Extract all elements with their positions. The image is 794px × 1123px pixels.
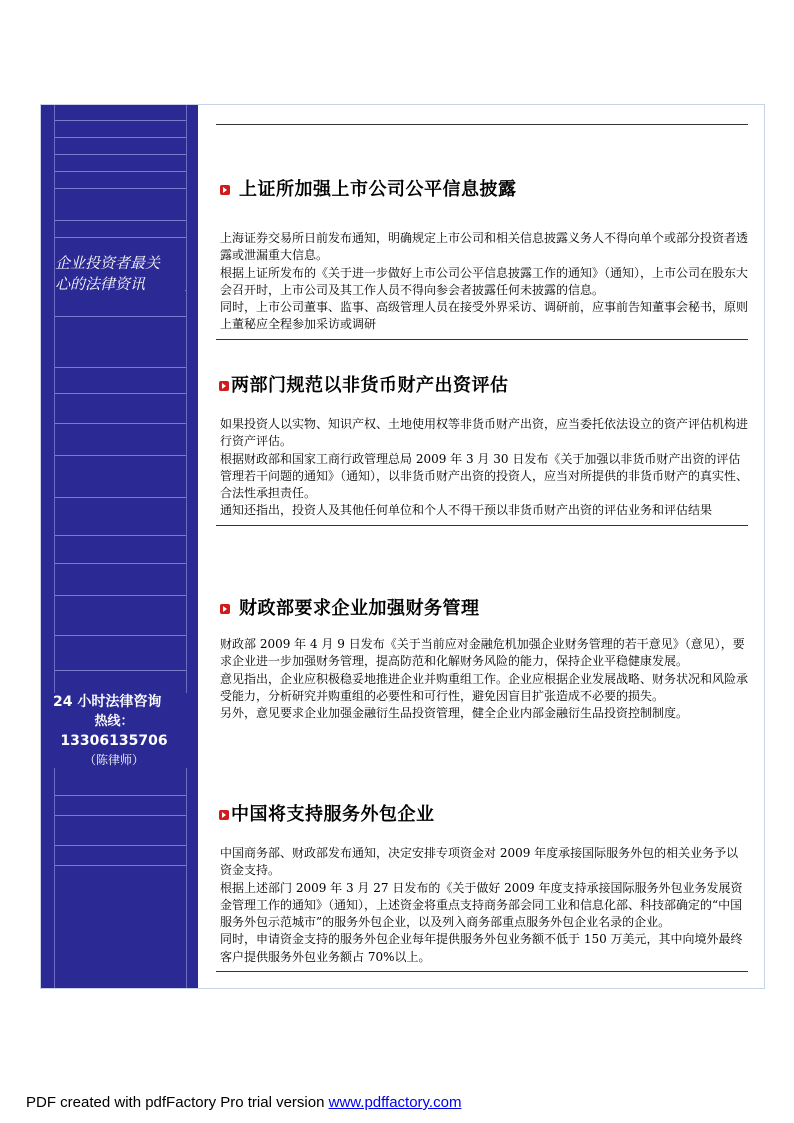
article-title: 上证所加强上市公司公平信息披露: [239, 179, 517, 200]
sidebar-title-line2: 心的法律资讯: [55, 275, 146, 293]
sidebar-title: [55, 253, 185, 295]
article-paragraph: 如果投资人以实物、知识产权、土地使用权等非货币财产出资，应当委托依法设立的资产评估机构进行资产评估。: [220, 417, 749, 449]
sidebar-grid-line: [55, 237, 186, 238]
article-heading: [216, 597, 748, 621]
article-2: [216, 374, 748, 526]
sidebar-grid-line: [55, 815, 186, 816]
red-bullet-icon: [220, 185, 230, 195]
sidebar-grid-line: [55, 393, 186, 394]
article-body: [216, 636, 748, 726]
article-4: [216, 803, 748, 972]
sidebar-grid-line: [55, 316, 186, 317]
article-paragraph: 中国商务部、财政部发布通知，决定安排专项资金对 2009 年度承接国际服务外包的相关业务予以资金支持。: [220, 846, 739, 878]
sidebar-grid-line: [55, 137, 186, 138]
article-body: [216, 416, 748, 524]
sidebar-grid-line: [55, 120, 186, 121]
sidebar-grid-line: [55, 635, 186, 636]
article-title: 两部门规范以非货币财产出资评估: [231, 375, 509, 396]
sidebar-grid-line: [55, 795, 186, 796]
sidebar: [41, 105, 198, 988]
sidebar-title-line1: 企业投资者最关: [55, 254, 161, 272]
red-bullet-icon: [219, 810, 229, 820]
article-3: [216, 597, 748, 726]
article-paragraph: 另外，意见要求企业加强金融衍生品投资管理，健全企业内部金融衍生品投资控制制度。: [220, 706, 689, 721]
hotline-contact-name: （陈律师）: [83, 753, 144, 767]
article-divider: [216, 525, 748, 526]
red-bullet-icon: [220, 604, 230, 614]
sidebar-grid-line: [55, 497, 186, 498]
sidebar-grid-line: [55, 188, 186, 189]
article-paragraph: 根据上证所发布的《关于进一步做好上市公司公平信息披露工作的通知》（通知），上市公司在股东大会召开时，上市公司及其工作人员不得向参会者披露任何未披露的信息。: [220, 265, 749, 297]
pdf-footer: [26, 1094, 461, 1111]
sidebar-grid-line: [55, 220, 186, 221]
hotline-sub-label: 热线：: [94, 714, 134, 729]
article-title: 财政部要求企业加强财务管理: [239, 598, 480, 619]
footer-link[interactable]: www.pdffactory.com: [328, 1094, 462, 1111]
footer-text: PDF created with pdfFactory Pro trial version: [26, 1094, 329, 1111]
article-paragraph: 意见指出，企业应积极稳妥地推进企业并购重组工作。企业应根据企业发展战略、财务状况和风险承受能力，分析研究并购重组的必要性和可行性，避免因盲目扩张造成不必要的损失。: [220, 671, 749, 703]
article-paragraph: 通知还指出，投资人及其他任何单位和个人不得干预以非货币财产出资的评估业务和评估结果: [220, 503, 713, 518]
article-paragraph: 根据财政部和国家工商行政管理总局 2009 年 3 月 30 日发布《关于加强以非货币财产出资的评估管理若干问题的通知》（通知），以非货币财产出资的投资人，应当对所提供的非货币财产的真实性、合法性承担责任。: [220, 451, 749, 501]
article-divider: [216, 339, 748, 340]
sidebar-grid-line: [55, 171, 186, 172]
red-bullet-icon: [219, 381, 229, 391]
article-1: [216, 178, 748, 340]
sidebar-grid-line: [55, 423, 186, 424]
article-title: 中国将支持服务外包企业: [231, 804, 435, 825]
article-paragraph: 财政部 2009 年 4 月 9 日发布《关于当前应对金融危机加强企业财务管理的若干意见》（意见），要求企业进一步加强财务管理，提高防范和化解财务风险的能力，保持企业平稳健康发展。: [220, 637, 745, 669]
sidebar-grid-line: [55, 367, 186, 368]
article-heading: [216, 178, 748, 202]
sidebar-grid-line: [55, 595, 186, 596]
sidebar-grid-line: [55, 670, 186, 671]
article-paragraph: 同时，上市公司董事、监事、高级管理人员在接受外界采访、调研前，应事前告知董事会秘书，原则上董秘应全程参加采访或调研: [220, 300, 749, 332]
sidebar-grid-line: [55, 563, 186, 564]
hotline-phone[interactable]: 13306135706: [60, 733, 168, 749]
article-body: [216, 845, 748, 970]
sidebar-grid-line: [55, 154, 186, 155]
top-divider: [216, 124, 748, 125]
sidebar-grid-line: [55, 845, 186, 846]
article-body: [216, 230, 748, 338]
sidebar-grid: [54, 105, 187, 988]
article-heading: [216, 374, 748, 398]
article-heading: [216, 803, 748, 827]
article-paragraph: 上海证券交易所日前发布通知，明确规定上市公司和相关信息披露义务人不得向单个或部分投资者透露或泄漏重大信息。: [220, 231, 749, 263]
sidebar-grid-line: [55, 455, 186, 456]
hotline-label: 24 小时法律咨询: [53, 694, 162, 710]
article-paragraph: 同时，申请资金支持的服务外包企业每年提供服务外包业务额不低于 150 万美元，其中向境外最终客户提供服务外包业务额占 70%以上。: [220, 932, 743, 964]
sidebar-grid-line: [55, 535, 186, 536]
sidebar-grid-line: [55, 865, 186, 866]
article-paragraph: 根据上述部门 2009 年 3 月 27 日发布的《关于做好 2009 年度支持承接国际服务外包业务发展资金管理工作的通知》（通知），上述资金将重点支持商务部会同工业和信息化部、科技部确定的“中国服务外包示范城市”的服务外包企业，以及列入商务部重点服务外包企业名录的企业。: [220, 880, 743, 930]
hotline-box: [41, 693, 187, 768]
article-divider: [216, 971, 748, 972]
